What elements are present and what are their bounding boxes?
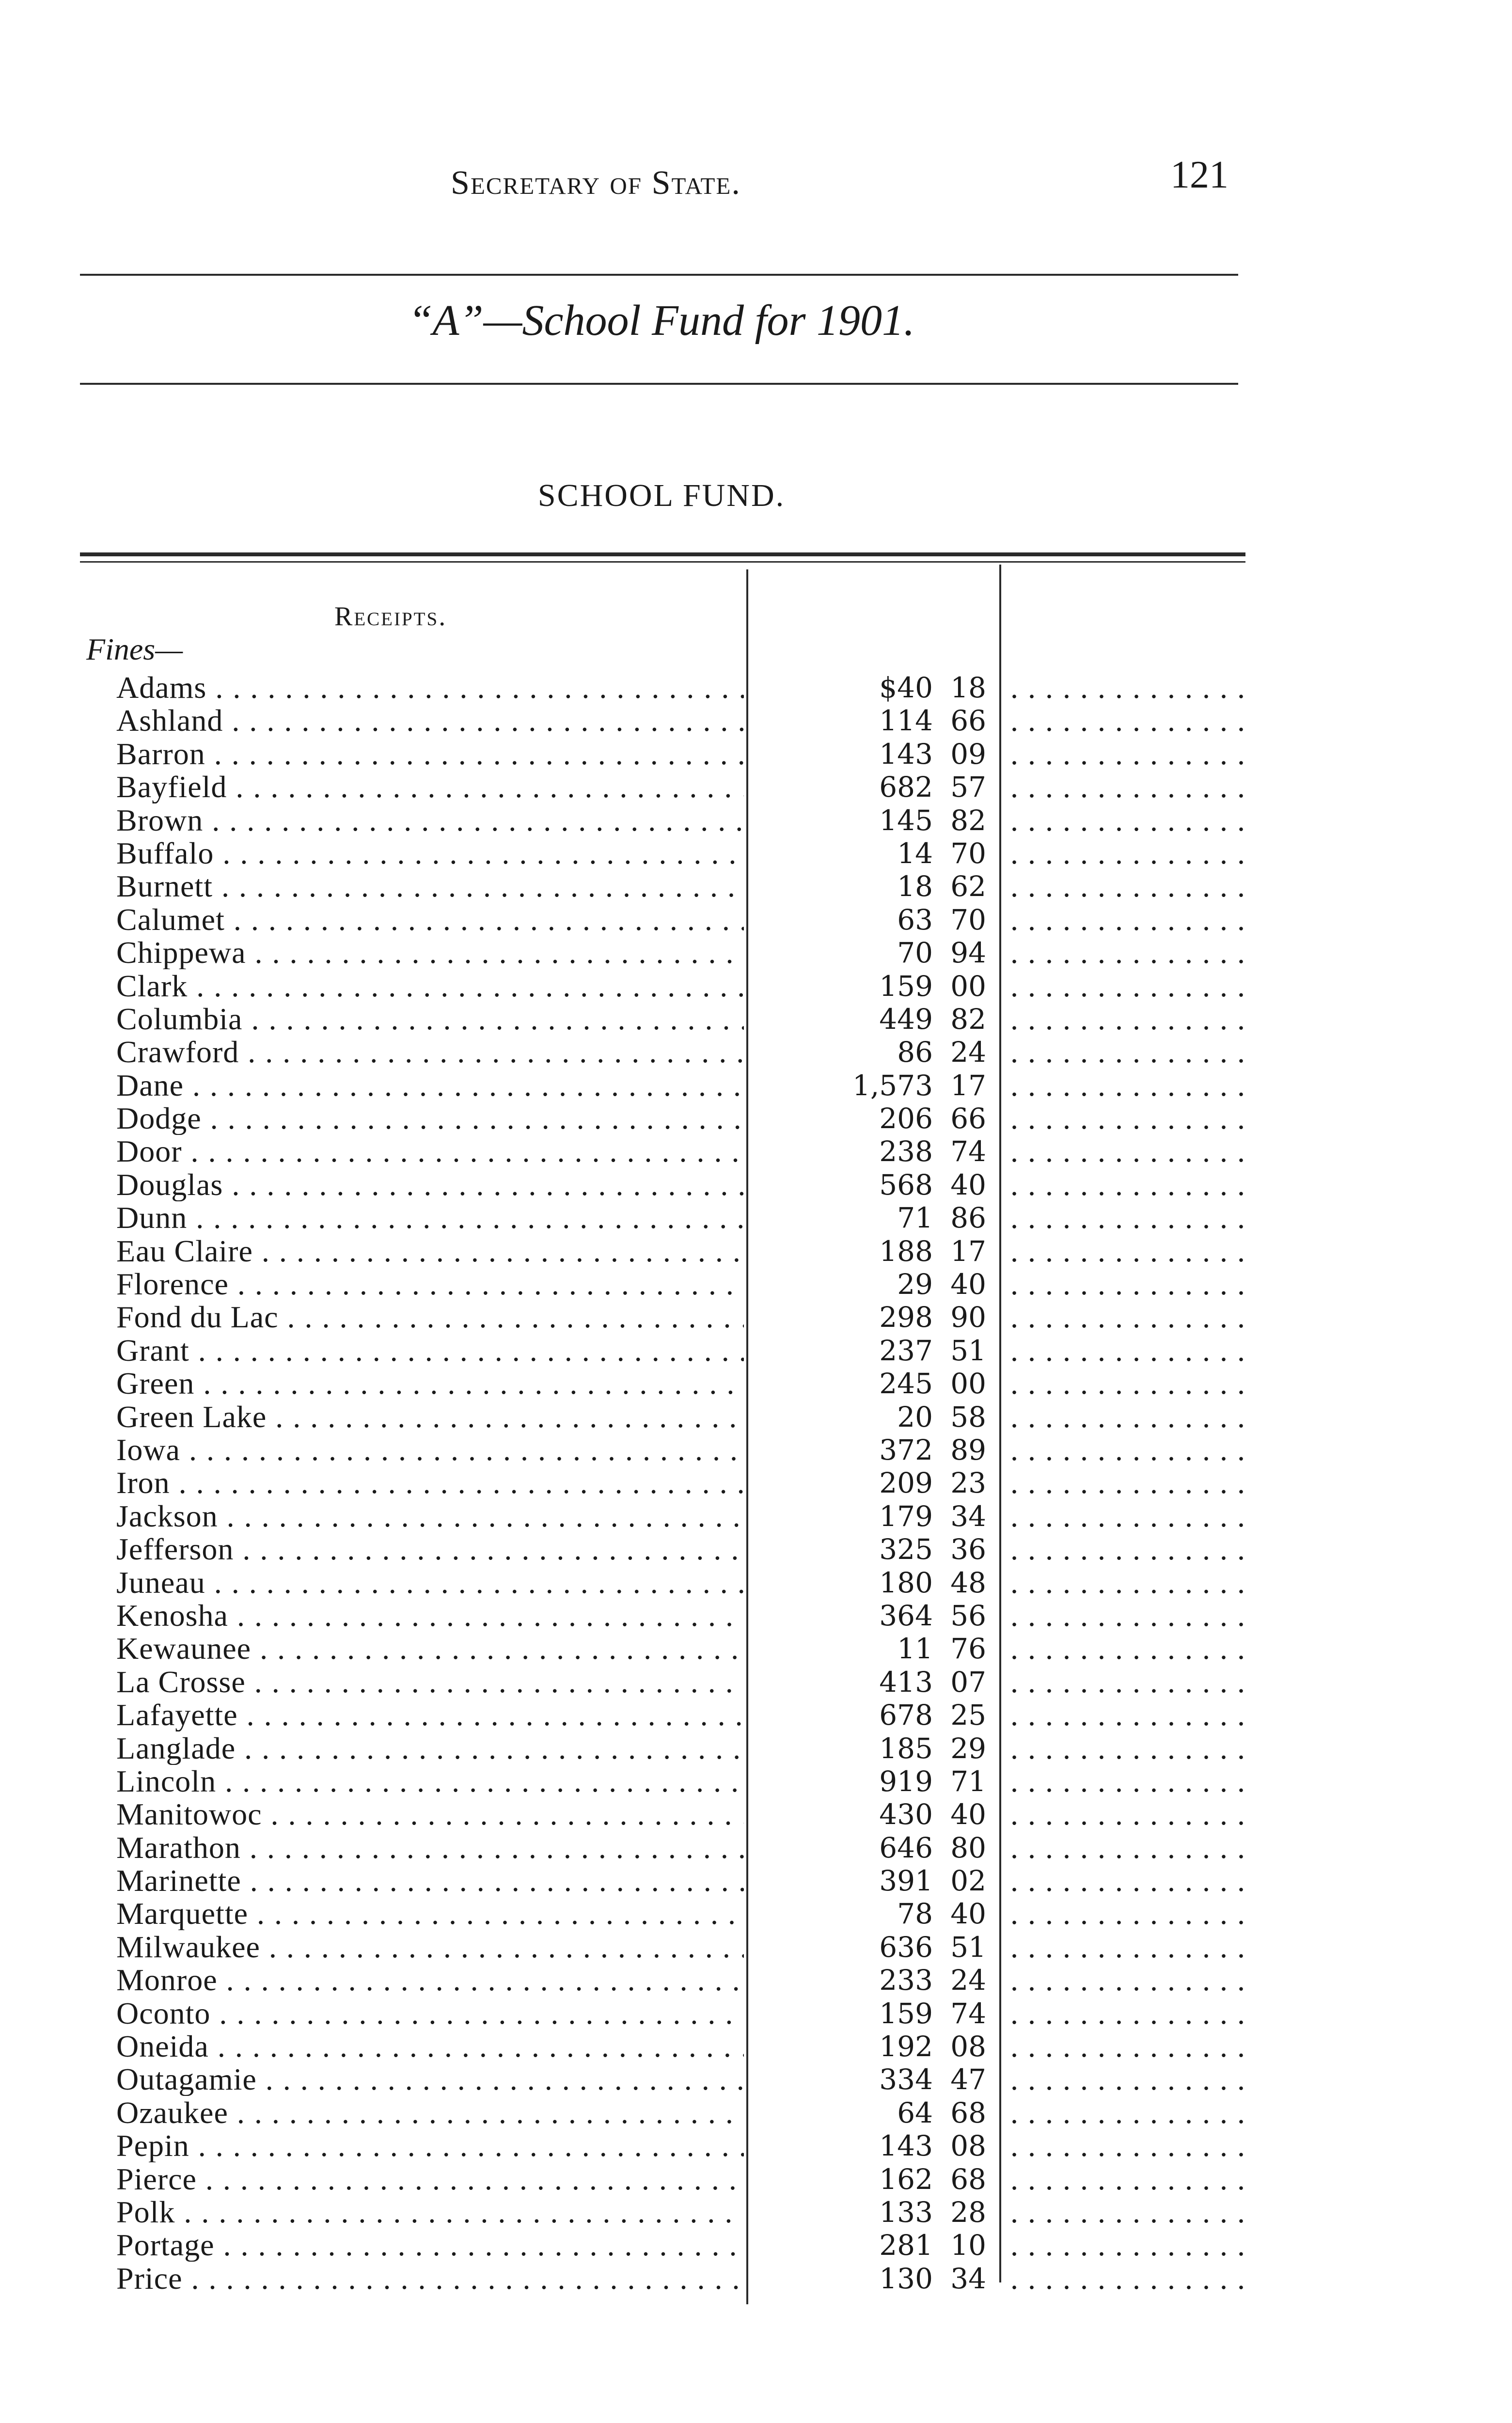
running-title-smallcaps-2: tate. [671, 164, 741, 202]
county-name: Polk . . . [116, 2196, 744, 2229]
dot-leader [1010, 2129, 1253, 2162]
table-row [0, 1466, 1512, 1499]
county-name: Florence . . . [116, 1268, 744, 1301]
amount-dollars: 130 [879, 2262, 933, 2295]
amount-cents: 29 [950, 1731, 986, 1765]
amount-dollars: 70 [897, 936, 933, 970]
amount-dollars: 636 [879, 1930, 933, 1964]
table-row [0, 1599, 1512, 1632]
dot-leader [1010, 1367, 1253, 1400]
amount-cents: 71 [950, 1764, 986, 1798]
amount-dollars: 682 [879, 771, 933, 804]
county-name: Pepin . . . [116, 2129, 744, 2162]
table-row [0, 1566, 1512, 1599]
amount-cents: 56 [950, 1599, 986, 1632]
county-name: Pierce . . . [116, 2163, 744, 2196]
dot-leader [1010, 1699, 1253, 1731]
amount-cents: 10 [950, 2229, 986, 2262]
county-name: Juneau . . . [116, 1566, 744, 1599]
amount-dollars: 238 [879, 1135, 933, 1168]
dot-leader [1010, 2262, 1253, 2295]
top-rule [80, 274, 1238, 276]
amount-cents: 17 [950, 1069, 986, 1102]
amount-cents: 70 [950, 836, 986, 870]
dot-leader [1010, 671, 1253, 704]
table-row [0, 1798, 1512, 1831]
amount-dollars: 646 [879, 1831, 933, 1864]
dot-leader [1010, 1069, 1253, 1102]
amount-dollars: 162 [879, 2162, 933, 2196]
table-row [0, 771, 1512, 803]
county-name: Green Lake . . . [116, 1400, 744, 1433]
dot-leader [1010, 1168, 1253, 1201]
table-row [0, 1268, 1512, 1301]
running-title-initial: S [451, 164, 471, 202]
table-top-rule-thick [80, 552, 1245, 556]
amount-cents: 08 [950, 2030, 986, 2063]
dot-leader [1010, 1301, 1253, 1334]
county-name: Burnett . . . [116, 870, 744, 903]
table-row [0, 2063, 1512, 2096]
amount-dollars: 568 [879, 1168, 933, 1201]
amount-dollars: 334 [879, 2063, 933, 2096]
table-row [0, 1334, 1512, 1367]
table-row [0, 1433, 1512, 1466]
table-row [0, 1897, 1512, 1930]
county-name: Calumet . . . [116, 903, 744, 936]
amount-cents: 68 [950, 2096, 986, 2129]
table-row [0, 1201, 1512, 1234]
dot-leader [1010, 1466, 1253, 1499]
county-name: Manitowoc . . . [116, 1798, 744, 1831]
county-name: Iowa . . . [116, 1433, 744, 1466]
table-row [0, 1831, 1512, 1864]
county-name: Clark . . . [116, 970, 744, 1003]
county-name: Jackson . . . [116, 1500, 744, 1533]
county-name: Eau Claire . . . [116, 1235, 744, 1268]
dot-leader [1010, 1997, 1253, 2030]
dot-leader [1010, 2096, 1253, 2129]
amount-dollars: 64 [897, 2096, 933, 2129]
table-top-rule-thin [80, 561, 1245, 563]
amount-dollars: 63 [897, 903, 933, 936]
dot-leader [1010, 936, 1253, 969]
amount-dollars: 185 [879, 1731, 933, 1765]
dot-leader [1010, 1533, 1253, 1566]
amount-cents: 58 [950, 1400, 986, 1433]
amount-dollars: $40 [879, 671, 933, 704]
table-row [0, 1732, 1512, 1765]
table-row [0, 1003, 1512, 1036]
table-row [0, 1102, 1512, 1135]
county-name: Ozaukee . . . [116, 2096, 744, 2129]
fines-table-rows [0, 671, 1512, 2295]
county-name: Ashland . . . [116, 704, 744, 737]
dot-leader [1010, 804, 1253, 837]
table-row [0, 2129, 1512, 2162]
amount-cents: 80 [950, 1831, 986, 1864]
table-row [0, 1964, 1512, 1997]
dot-leader [1010, 704, 1253, 737]
county-name: Langlade . . . [116, 1732, 744, 1765]
amount-dollars: 159 [879, 1997, 933, 2030]
dot-leader [1010, 2063, 1253, 2096]
table-row [0, 1864, 1512, 1897]
county-name: Portage . . . [116, 2229, 744, 2262]
amount-dollars: 20 [897, 1400, 933, 1433]
amount-cents: 62 [950, 870, 986, 903]
amount-cents: 28 [950, 2195, 986, 2229]
dot-leader [1010, 2229, 1253, 2262]
table-row [0, 1301, 1512, 1334]
amount-cents: 48 [950, 1566, 986, 1599]
dot-leader [1010, 771, 1253, 803]
table-row [0, 804, 1512, 837]
table-row [0, 2262, 1512, 2295]
county-name: Lafayette . . . [116, 1699, 744, 1731]
amount-dollars: 145 [879, 803, 933, 837]
county-name: Barron . . . [116, 738, 744, 771]
amount-dollars: 133 [879, 2195, 933, 2229]
amount-dollars: 245 [879, 1367, 933, 1400]
table-row [0, 1168, 1512, 1201]
county-name: Grant . . . [116, 1334, 744, 1367]
amount-dollars: 29 [897, 1268, 933, 1301]
county-name: Milwaukee . . . [116, 1931, 744, 1964]
county-name: Adams . . . [116, 671, 744, 704]
receipts-column-heading: Receipts. [334, 601, 447, 631]
amount-dollars: 919 [879, 1764, 933, 1798]
table-row [0, 1699, 1512, 1731]
amount-cents: 24 [950, 1964, 986, 1997]
amount-cents: 36 [950, 1533, 986, 1566]
amount-cents: 40 [950, 1268, 986, 1301]
amount-cents: 40 [950, 1168, 986, 1201]
amount-dollars: 179 [879, 1499, 933, 1533]
table-row [0, 1533, 1512, 1566]
table-row [0, 671, 1512, 704]
running-title [451, 164, 741, 203]
table-row [0, 1632, 1512, 1665]
page-subtitle: “A”—School Fund for 1901. [408, 297, 915, 345]
amount-dollars: 678 [879, 1699, 933, 1732]
county-name: Chippewa . . . [116, 936, 744, 969]
running-title-initial-2: S [651, 164, 672, 202]
dot-leader [1010, 1831, 1253, 1864]
table-row [0, 1666, 1512, 1699]
dot-leader [1010, 1201, 1253, 1234]
amount-cents: 82 [950, 1002, 986, 1036]
dot-leader [1010, 738, 1253, 771]
dot-leader [1010, 1400, 1253, 1433]
amount-cents: 08 [950, 2129, 986, 2163]
table-row [0, 2096, 1512, 2129]
amount-cents: 00 [950, 1367, 986, 1400]
county-name: Fond du Lac . . . [116, 1301, 744, 1334]
county-name: Kenosha . . . [116, 1599, 744, 1632]
amount-dollars: 192 [879, 2030, 933, 2063]
dot-leader [1010, 1897, 1253, 1930]
dot-leader [1010, 1798, 1253, 1831]
amount-cents: 25 [950, 1699, 986, 1732]
amount-dollars: 14 [897, 836, 933, 870]
county-name: Dane . . . [116, 1069, 744, 1102]
county-name: Kewaunee . . . [116, 1632, 744, 1665]
amount-cents: 74 [950, 1135, 986, 1168]
table-row [0, 870, 1512, 903]
dot-leader [1010, 1135, 1253, 1168]
county-name: Monroe . . . [116, 1964, 744, 1997]
amount-cents: 40 [950, 1897, 986, 1931]
amount-dollars: 364 [879, 1599, 933, 1632]
amount-cents: 90 [950, 1301, 986, 1334]
table-row [0, 1235, 1512, 1268]
amount-dollars: 143 [879, 2129, 933, 2163]
dot-leader [1010, 1334, 1253, 1367]
dot-leader [1010, 1102, 1253, 1135]
county-name: Door . . . [116, 1135, 744, 1168]
table-row [0, 738, 1512, 771]
amount-dollars: 1,573 [852, 1069, 933, 1102]
dot-leader [1010, 970, 1253, 1003]
table-row [0, 1765, 1512, 1798]
amount-cents: 89 [950, 1433, 986, 1466]
amount-cents: 68 [950, 2162, 986, 2196]
dot-leader [1010, 1036, 1253, 1069]
table-row [0, 1997, 1512, 2030]
county-name: Brown . . . [116, 804, 744, 837]
page-number: 121 [1170, 154, 1228, 196]
amount-dollars: 18 [897, 870, 933, 903]
amount-dollars: 281 [879, 2229, 933, 2262]
subtitle-rule [80, 383, 1238, 385]
amount-dollars: 233 [879, 1964, 933, 1997]
dot-leader [1010, 1235, 1253, 1268]
table-row [0, 1367, 1512, 1400]
county-name: Marathon . . . [116, 1831, 744, 1864]
amount-cents: 66 [950, 1102, 986, 1135]
amount-dollars: 180 [879, 1566, 933, 1599]
amount-cents: 00 [950, 969, 986, 1003]
section-heading: SCHOOL FUND. [537, 478, 786, 513]
amount-dollars: 11 [897, 1632, 933, 1666]
table-row [0, 1500, 1512, 1533]
table-row [0, 1931, 1512, 1964]
amount-cents: 24 [950, 1036, 986, 1069]
county-name: Marinette . . . [116, 1864, 744, 1897]
amount-dollars: 430 [879, 1798, 933, 1831]
amount-dollars: 206 [879, 1102, 933, 1135]
amount-cents: 74 [950, 1997, 986, 2030]
amount-cents: 34 [950, 1499, 986, 1533]
dot-leader [1010, 1666, 1253, 1699]
county-name: Price . . . [116, 2262, 744, 2295]
amount-cents: 07 [950, 1665, 986, 1699]
dot-leader [1010, 1732, 1253, 1765]
county-name: Dunn . . . [116, 1201, 744, 1234]
dot-leader [1010, 1864, 1253, 1897]
dot-leader [1010, 903, 1253, 936]
table-row [0, 704, 1512, 737]
table-row [0, 903, 1512, 936]
amount-cents: 17 [950, 1234, 986, 1268]
amount-cents: 66 [950, 704, 986, 738]
dot-leader [1010, 1765, 1253, 1798]
table-row [0, 1400, 1512, 1433]
dot-leader [1010, 870, 1253, 903]
dot-leader [1010, 1599, 1253, 1632]
amount-cents: 86 [950, 1201, 986, 1235]
amount-dollars: 413 [879, 1665, 933, 1699]
dot-leader [1010, 1964, 1253, 1997]
dot-leader [1010, 1268, 1253, 1301]
amount-dollars: 86 [897, 1036, 933, 1069]
table-row [0, 837, 1512, 870]
table-row [0, 1069, 1512, 1102]
table-row [0, 2030, 1512, 2063]
county-name: Outagamie . . . [116, 2063, 744, 2096]
amount-dollars: 298 [879, 1301, 933, 1334]
amount-cents: 70 [950, 903, 986, 936]
dot-leader [1010, 2163, 1253, 2196]
amount-cents: 40 [950, 1798, 986, 1831]
county-name: Jefferson . . . [116, 1533, 744, 1566]
running-title-smallcaps: ecretary of [470, 164, 652, 202]
amount-dollars: 78 [897, 1897, 933, 1931]
dot-leader [1010, 1003, 1253, 1036]
dot-leader [1010, 1433, 1253, 1466]
amount-dollars: 188 [879, 1234, 933, 1268]
dot-leader [1010, 1931, 1253, 1964]
county-name: Douglas . . . [116, 1168, 744, 1201]
dot-leader [1010, 1566, 1253, 1599]
amount-dollars: 391 [879, 1864, 933, 1898]
dot-leader [1010, 1632, 1253, 1665]
amount-dollars: 159 [879, 969, 933, 1003]
amount-cents: 47 [950, 2063, 986, 2096]
table-row [0, 1135, 1512, 1168]
amount-dollars: 325 [879, 1533, 933, 1566]
amount-cents: 09 [950, 737, 986, 771]
amount-dollars: 114 [879, 704, 933, 738]
table-row [0, 970, 1512, 1003]
table-row [0, 2163, 1512, 2196]
dot-leader [1010, 2030, 1253, 2063]
dot-leader [1010, 2196, 1253, 2229]
amount-cents: 18 [950, 671, 986, 704]
county-name: Lincoln . . . [116, 1765, 744, 1798]
amount-cents: 82 [950, 803, 986, 837]
county-name: Buffalo . . . [116, 837, 744, 870]
dot-leader [1010, 837, 1253, 870]
amount-cents: 94 [950, 936, 986, 970]
county-name: La Crosse . . . [116, 1666, 744, 1699]
amount-cents: 34 [950, 2262, 986, 2295]
amount-dollars: 143 [879, 737, 933, 771]
dot-leader [1010, 1500, 1253, 1533]
county-name: Oneida . . . [116, 2030, 744, 2063]
amount-dollars: 237 [879, 1334, 933, 1367]
amount-dollars: 209 [879, 1466, 933, 1500]
county-name: Iron . . . [116, 1466, 744, 1499]
table-row [0, 1036, 1512, 1069]
amount-cents: 51 [950, 1334, 986, 1367]
amount-cents: 02 [950, 1864, 986, 1898]
county-name: Green . . . [116, 1367, 744, 1400]
amount-cents: 57 [950, 771, 986, 804]
fines-group-label: Fines— [86, 632, 183, 666]
table-row [0, 2196, 1512, 2229]
county-name: Bayfield . . . [116, 771, 744, 803]
county-name: Crawford . . . [116, 1036, 744, 1069]
county-name: Dodge . . . [116, 1102, 744, 1135]
amount-cents: 76 [950, 1632, 986, 1666]
county-name: Oconto . . . [116, 1997, 744, 2030]
amount-dollars: 449 [879, 1002, 933, 1036]
amount-dollars: 372 [879, 1433, 933, 1466]
table-row [0, 2229, 1512, 2262]
amount-cents: 23 [950, 1466, 986, 1500]
amount-dollars: 71 [897, 1201, 933, 1235]
table-row [0, 936, 1512, 969]
county-name: Marquette . . . [116, 1897, 744, 1930]
county-name: Columbia . . . [116, 1003, 744, 1036]
amount-cents: 51 [950, 1930, 986, 1964]
